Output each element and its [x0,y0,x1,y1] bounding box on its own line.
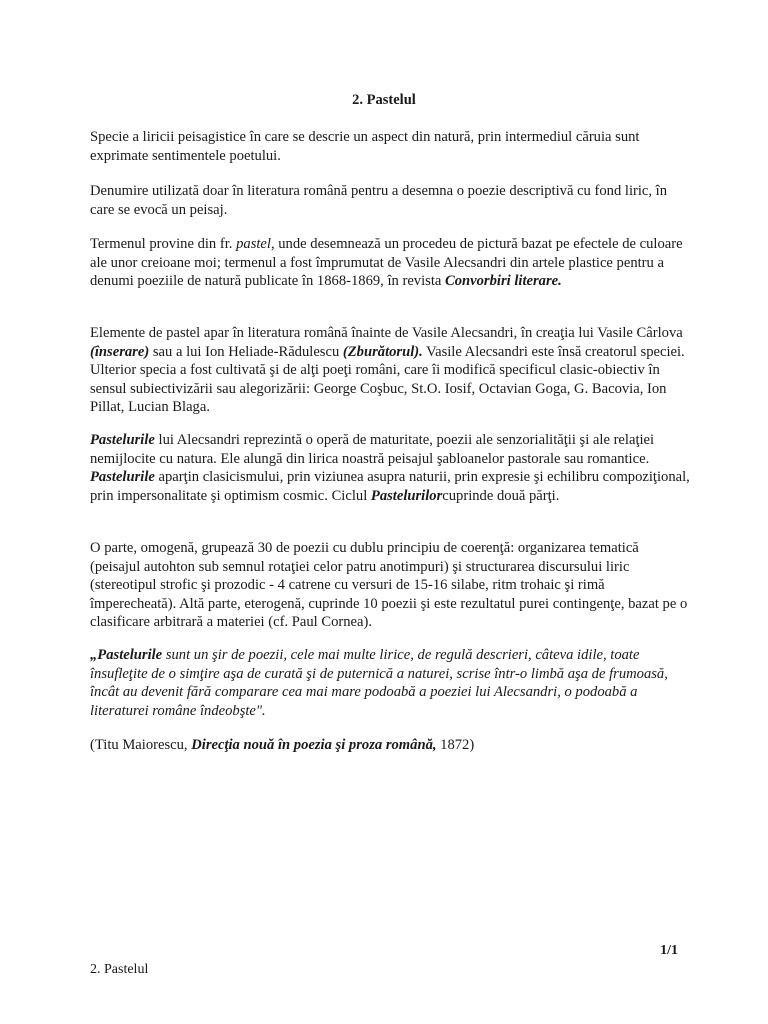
paragraph-definition: Specie a liricii peisagistice în care se descrie un aspect din natură, prin intermediul căruia sunt exprimate sentimentele poetului. [90,129,640,164]
quote-open-mark: „ [90,647,98,663]
text-run: Vasile Alecsandri este însă creatorul speciei. Ulterior specia a fost cultivată şi de alţi poeţi români, care îi modifică specificul clasic-obiectiv în sensul subiectivizării sau alegorizării: George Coşbuc, St.O. Iosif, Octavian Goga, G. Bacovia, Ion Pillat, Lucian Blaga. [90,343,685,415]
quote-text: sunt un şir de poezii, cele mai multe lirice, de regulă descrieri, câteva idile, toate însufleţite de o simţire aşa de curată şi de puternică a naturei, scrise într-o limbă aşa de frumoasă, încât au devenit fără comparare cea mai mare podoabă a poeziei lui Alecsandri, o podoabă a literaturei române îndeobşte". [90,647,668,719]
work-title-pastelurile: Pastelurile [90,469,155,485]
text-run: lui Alecsandri reprezintă o operă de maturitate, poezii ale senzorialităţii şi ale relaţiei nemijlocite cu natura. Ele alungă din lirica noastră peisajul şabloanelor pastorale sau romantice. [90,432,655,467]
work-title-zburatorul: (Zburătorul). [342,343,423,360]
text-run: sau a lui Ion Heliade-Rădulescu [149,343,343,360]
paragraph-history [90,324,690,417]
text-run: Elemente de pastel apar în literatura română înainte de Vasile Alecsandri, în creaţia lui Vasile Cârlova [90,325,683,341]
text-run: 1872) [436,737,475,753]
work-title-pastelurilor: Pastelurilor [370,487,443,504]
paragraph-usage: Denumire utilizată doar în literatura română pentru a desemna o poezie descriptivă cu fond liric, în care se evocă un peisaj. [90,183,668,218]
term-pastel: pastel, [236,236,275,252]
citation [90,736,690,755]
text-run: cuprinde două părţi. [442,487,560,504]
paragraph-pastelurile [90,431,690,505]
journal-title: Convorbiri literare. [445,273,562,289]
citation-work-title: Direcţia nouă în poezia şi proza română, [191,737,437,753]
work-title-inserare: (înserare) [90,343,150,360]
text-run: aparţin clasicismului, prin viziunea asupra naturii, prin expresie şi echilibru compoziţional, prin impersonalitate şi optimism cosmic. Ciclul [90,469,690,504]
work-title-pastelurile: Pastelurile [97,647,163,663]
text-run: (Titu Maiorescu, [90,737,192,753]
text-run: unde desemnează un procedeu de pictură bazat pe efectele de culoare ale unor creioane moi; termenul a fost împrumutat de Vasile Alecsandri din artele plastice pentru a denumi poeziile de natură publicate în 1868-1869, în revista [90,236,683,289]
paragraph-etymology [90,235,690,291]
page-number: 1/1 [660,943,678,958]
work-title-pastelurile: Pastelurile [90,432,155,448]
quote-maiorescu [90,646,690,720]
text-run: Termenul provine din fr. [90,236,237,252]
paragraph-structure: O parte, omogenă, grupează 30 de poezii cu dublu principiu de coerenţă: organizarea tematică (peisajul autohton sub semnul rotaţiei celor patru anotimpuri) şi structurarea discursului liric (stereotipul strofic şi prozodic - 4 catrene cu versuri de 15-16 silabe, ritm trohaic şi rimă împerecheată). Altă parte, eterogenă, cuprinde 10 poezii şi este rezultatul purei contingenţe, bazat pe o clasificare arbitrară a materiei (cf. Paul Cornea). [90,540,688,630]
document-title: 2. Pastelul [352,92,416,108]
page-footer: 2. Pastelul [90,962,149,977]
